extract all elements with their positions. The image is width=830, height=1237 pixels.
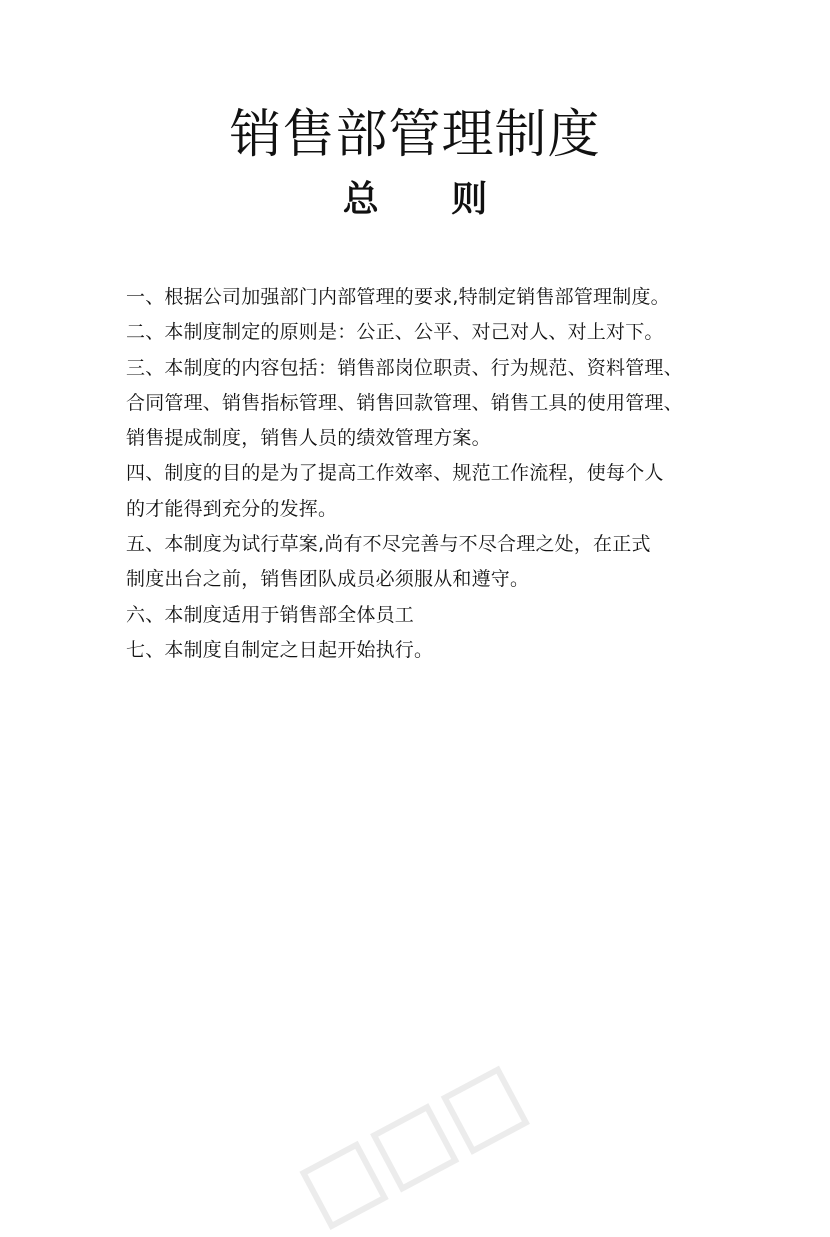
- text-line: 四、制度的目的是为了提高工作效率、规范工作流程，使每个人: [126, 462, 664, 485]
- watermark-graphic: [295, 1053, 544, 1236]
- text-line: 七、本制度自制定之日起开始执行。: [126, 638, 434, 661]
- text-line: 合同管理、销售指标管理、销售回款管理、销售工具的使用管理、: [126, 391, 683, 414]
- section-title: 总 则: [342, 179, 518, 220]
- text-line: 五、本制度为试行草案,尚有不尽完善与不尽合理之处，在正式: [126, 533, 651, 556]
- document-body: [126, 280, 716, 668]
- text-line: 一、根据公司加强部门内部管理的要求,特制定销售部管理制度。: [126, 286, 670, 308]
- text-line: 三、本制度的内容包括：销售部岗位职责、行为规范、资料管理、: [126, 356, 683, 379]
- document-title: 销售部管理制度: [229, 105, 601, 165]
- text-line: 六、本制度适用于销售部全体员工: [126, 603, 415, 626]
- text-line: 销售提成制度，销售人员的绩效管理方案。: [126, 427, 491, 450]
- text-line: 的才能得到充分的发挥。: [126, 497, 338, 520]
- text-line: 二、本制度制定的原则是：公正、公平、对己对人、对上对下。: [126, 321, 664, 344]
- text-line: 制度出台之前，销售团队成员必须服从和遵守。: [126, 568, 530, 591]
